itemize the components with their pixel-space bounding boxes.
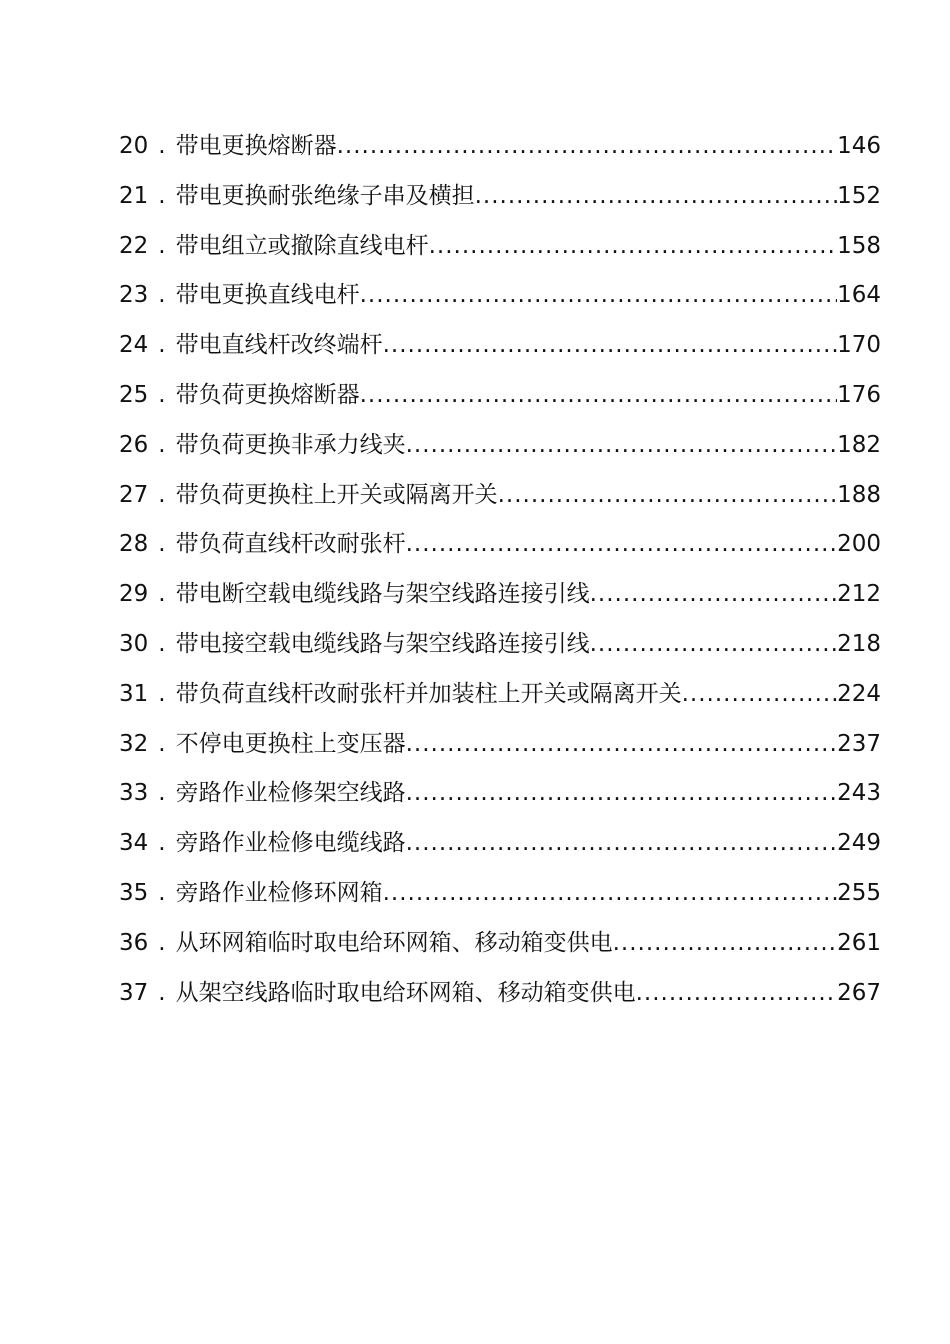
entry-number: 23 xyxy=(119,282,149,309)
entry-title: 带负荷更换柱上开关或隔离开关 xyxy=(175,481,498,508)
entry-title: 带负荷更换熔断器 xyxy=(175,381,360,408)
entry-number: 21 xyxy=(119,182,149,209)
entry-title: 带负荷直线杆改耐张杆 xyxy=(175,531,406,558)
toc-entry-27[interactable] xyxy=(119,475,881,525)
dot-leader xyxy=(590,574,838,614)
entry-separator: . xyxy=(158,431,166,458)
entry-title: 旁路作业检修架空线路 xyxy=(175,780,406,807)
entry-number: 36 xyxy=(119,929,149,956)
entry-title: 带电接空载电缆线路与架空线路连接引线 xyxy=(175,630,590,657)
entry-title: 带电断空载电缆线路与架空线路连接引线 xyxy=(175,581,590,608)
dot-leader xyxy=(337,126,838,166)
toc-entry-37[interactable] xyxy=(119,973,881,1023)
dot-leader xyxy=(682,674,838,714)
entry-separator: . xyxy=(158,581,166,608)
entry-number: 35 xyxy=(119,879,149,906)
entry-title: 旁路作业检修环网箱 xyxy=(175,879,383,906)
toc-entry-36[interactable] xyxy=(119,923,881,973)
entry-number: 33 xyxy=(119,780,149,807)
entry-number: 37 xyxy=(119,979,149,1006)
toc-entry-24[interactable] xyxy=(119,325,881,375)
entry-separator: . xyxy=(158,481,166,508)
dot-leader xyxy=(590,624,838,664)
entry-title: 不停电更换柱上变压器 xyxy=(175,730,406,757)
entry-title: 带电更换熔断器 xyxy=(175,133,337,159)
entry-page-number: 158 xyxy=(837,232,881,259)
entry-separator: . xyxy=(158,232,166,259)
entry-page-number: 255 xyxy=(837,879,881,906)
entry-page-number: 170 xyxy=(837,332,881,359)
toc-entry-28[interactable] xyxy=(119,524,881,574)
dot-leader xyxy=(406,425,838,465)
entry-page-number: 212 xyxy=(837,581,881,608)
entry-separator: . xyxy=(158,730,166,757)
table-of-contents xyxy=(119,126,881,1022)
dot-leader xyxy=(613,923,838,963)
toc-entry-35[interactable] xyxy=(119,873,881,923)
entry-page-number: 218 xyxy=(837,630,881,657)
entry-number: 27 xyxy=(119,481,149,508)
entry-page-number: 176 xyxy=(837,381,881,408)
dot-leader xyxy=(406,524,838,564)
dot-leader xyxy=(475,176,838,216)
entry-separator: . xyxy=(158,879,166,906)
entry-page-number: 152 xyxy=(837,182,881,209)
entry-number: 32 xyxy=(119,730,149,757)
entry-separator: . xyxy=(158,133,166,159)
entry-title: 带电更换直线电杆 xyxy=(175,282,360,309)
entry-separator: . xyxy=(158,630,166,657)
entry-title: 带电更换耐张绝缘子串及横担 xyxy=(175,182,475,209)
entry-page-number: 182 xyxy=(837,431,881,458)
entry-number: 26 xyxy=(119,431,149,458)
entry-page-number: 243 xyxy=(837,780,881,807)
toc-entry-20[interactable] xyxy=(119,126,881,176)
toc-entry-32[interactable] xyxy=(119,724,881,774)
entry-page-number: 224 xyxy=(837,680,881,707)
toc-entry-29[interactable] xyxy=(119,574,881,624)
entry-separator: . xyxy=(158,332,166,359)
entry-number: 34 xyxy=(119,830,149,857)
dot-leader xyxy=(383,325,838,365)
entry-separator: . xyxy=(158,680,166,707)
entry-title: 从环网箱临时取电给环网箱、移动箱变供电 xyxy=(175,929,613,956)
toc-entry-30[interactable] xyxy=(119,624,881,674)
entry-title: 带负荷直线杆改耐张杆并加装柱上开关或隔离开关 xyxy=(175,680,682,707)
toc-entry-23[interactable] xyxy=(119,275,881,325)
entry-number: 28 xyxy=(119,531,149,558)
toc-entry-33[interactable] xyxy=(119,773,881,823)
entry-separator: . xyxy=(158,830,166,857)
entry-number: 25 xyxy=(119,381,149,408)
dot-leader xyxy=(360,375,838,415)
entry-page-number: 188 xyxy=(837,481,881,508)
entry-title: 带负荷更换非承力线夹 xyxy=(175,431,406,458)
toc-entry-22[interactable] xyxy=(119,226,881,276)
toc-entry-31[interactable] xyxy=(119,674,881,724)
entry-title: 从架空线路临时取电给环网箱、移动箱变供电 xyxy=(175,979,636,1006)
dot-leader xyxy=(406,724,838,764)
dot-leader xyxy=(383,873,838,913)
entry-number: 22 xyxy=(119,232,149,259)
dot-leader xyxy=(360,275,838,315)
dot-leader xyxy=(498,475,838,515)
dot-leader xyxy=(406,823,838,863)
entry-number: 24 xyxy=(119,332,149,359)
entry-separator: . xyxy=(158,182,166,209)
toc-entry-34[interactable] xyxy=(119,823,881,873)
entry-page-number: 164 xyxy=(837,282,881,309)
dot-leader xyxy=(406,773,838,813)
entry-page-number: 249 xyxy=(837,830,881,857)
entry-page-number: 261 xyxy=(837,929,881,956)
entry-separator: . xyxy=(158,531,166,558)
entry-separator: . xyxy=(158,979,166,1006)
entry-title: 旁路作业检修电缆线路 xyxy=(175,830,406,857)
entry-title: 带电组立或撤除直线电杆 xyxy=(175,232,429,259)
entry-number: 30 xyxy=(119,630,149,657)
entry-separator: . xyxy=(158,929,166,956)
entry-number: 20 xyxy=(119,133,149,159)
entry-separator: . xyxy=(158,780,166,807)
entry-page-number: 200 xyxy=(837,531,881,558)
entry-title: 带电直线杆改终端杆 xyxy=(175,332,383,359)
entry-page-number: 146 xyxy=(837,133,881,159)
toc-entry-21[interactable] xyxy=(119,176,881,226)
entry-page-number: 267 xyxy=(837,979,881,1006)
entry-separator: . xyxy=(158,381,166,408)
entry-separator: . xyxy=(158,282,166,309)
dot-leader xyxy=(636,973,838,1013)
entry-number: 31 xyxy=(119,680,149,707)
toc-entry-25[interactable] xyxy=(119,375,881,425)
entry-number: 29 xyxy=(119,581,149,608)
entry-page-number: 237 xyxy=(837,730,881,757)
dot-leader xyxy=(429,226,838,266)
toc-entry-26[interactable] xyxy=(119,425,881,475)
